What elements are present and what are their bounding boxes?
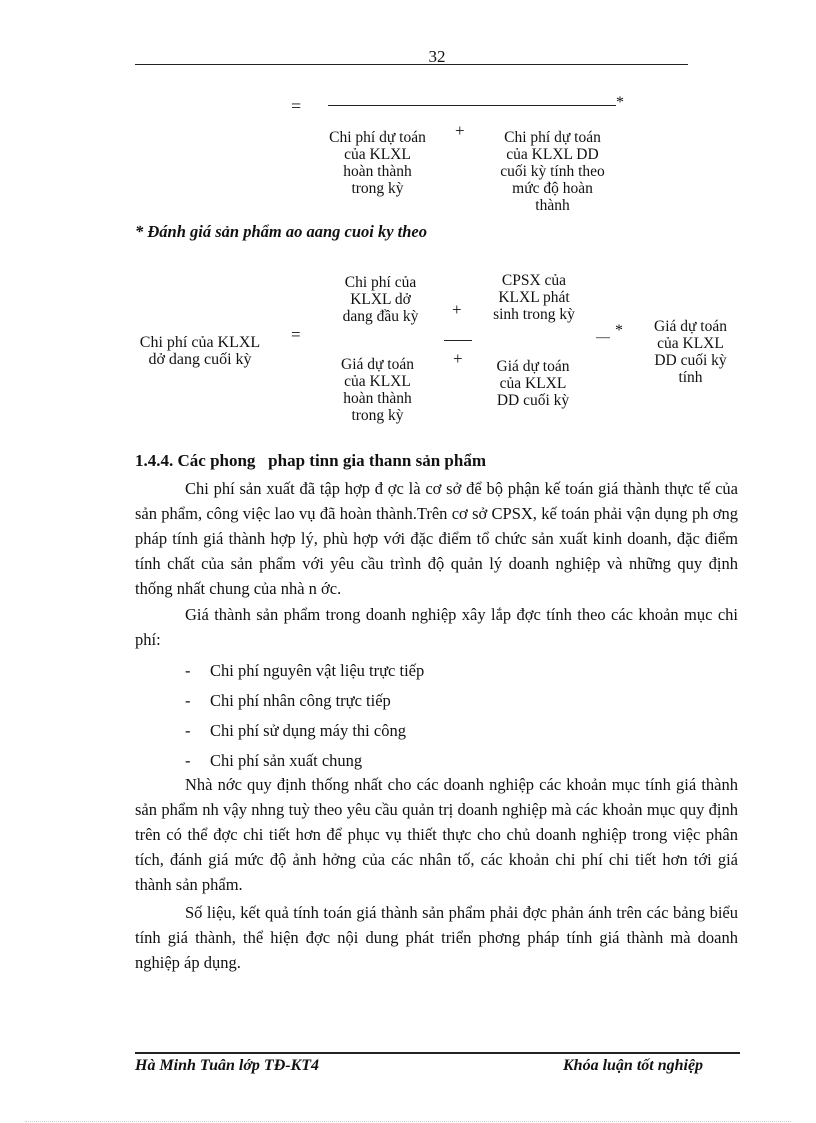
formula2-star: *	[615, 322, 623, 339]
formula1-star: *	[616, 94, 624, 111]
list-item: - Chi phí nhân công trực tiếp	[185, 691, 391, 710]
formula2-lhs: Chi phí của KLXL dở dang cuối kỳ	[139, 334, 261, 368]
formula2-dash: —	[596, 330, 610, 345]
formula2-equals: =	[291, 325, 301, 344]
page-bottom-dotted-line	[25, 1121, 791, 1122]
formula1-equals: =	[291, 96, 302, 116]
paragraph-1: Chi phí sản xuất đã tập hợp đ ợc là cơ sở để bộ phận kế toán giá thành thực tế của sản phẩm, công việc lao vụ đã hoàn thành.Trên cơ sở CPSX, kế toán phải vận dụng ph ơng pháp tính giá thành hợp lý, phù hợp với đặc điểm tổ chức sản xuất kinh doanh, đặc điểm tính chất của sản phẩm với yêu cầu trình độ quản lý doanh nghiệp và những quy định thống nhất chung của nhà n ớc.	[135, 479, 738, 598]
formula2-denominator-right: Giá dự toán của KLXL DD cuối kỳ	[496, 358, 570, 409]
formula2-numerator-right: CPSX của KLXL phát sinh trong kỳ	[493, 272, 575, 323]
footer-title: Khóa luận tốt nghiệp	[563, 1057, 704, 1074]
formula2-denominator-left: Giá dự toán của KLXL hoàn thành trong kỳ	[341, 356, 414, 424]
list-item: - Chi phí sản xuất chung	[185, 751, 363, 770]
footer-rule	[135, 1052, 740, 1054]
page-number: 32	[428, 47, 446, 66]
bullet-list	[185, 658, 585, 778]
paragraph-3: Nhà nớc quy định thống nhất cho các doanh nghiệp các khoản mục tính giá thành sản phẩm nh vậy nhng tuỳ theo yêu cầu quản trị doanh nghiệp mà các khoản mục quy định trên có thể đợc chi tiết hơn để phục vụ thiết thực cho chủ doanh nghiệp trong việc phân tích, đánh giá mức độ ảnh hởng của các nhân tố, các khoản chi phí chi tiết hơn tới giá thành sản phẩm.	[135, 775, 738, 894]
paragraph-4: Số liệu, kết quả tính toán giá thành sản phẩm phải đợc phản ánh trên các bảng biểu tính giá thành, thể hiện đợc nội dung phát triển phơng pháp tính giá thành mà doanh nghiệp áp dụng.	[135, 903, 738, 972]
formula2-rhs: Giá dự toán của KLXL DD cuối kỳ tính	[654, 318, 727, 386]
formula1-fraction-bar	[328, 105, 616, 106]
section-note: * Đánh giá sản phẩm ao aang cuoi ky theo	[135, 222, 428, 241]
formula1-term-left: Chi phí dự toán của KLXL hoàn thành trong kỳ	[329, 129, 426, 197]
paragraph-2: Giá thành sản phẩm trong doanh nghiệp xây lắp đợc tính theo các khoản mục chi phí:	[135, 605, 738, 649]
formula2-numerator-left: Chi phí của KLXL dở dang đầu kỳ	[342, 274, 419, 325]
formula2-plus-top: +	[452, 300, 462, 319]
footer-author: Hà Minh Tuân lớp TĐ-KT4	[135, 1057, 320, 1074]
list-item: - Chi phí sử dụng máy thi công	[185, 721, 406, 740]
formula2-fraction-bar	[444, 340, 472, 341]
formula1-plus: +	[455, 121, 465, 140]
formula1-term-right: Chi phí dự toán của KLXL DD cuối kỳ tính theo mức độ hoàn thành	[500, 129, 605, 214]
list-item: - Chi phí nguyên vật liệu trực tiếp	[185, 661, 425, 680]
formula2-plus-bottom: +	[453, 349, 463, 368]
section-heading: 1.4.4. Các phong phap tinn gia thann sản phẩm	[135, 451, 486, 470]
